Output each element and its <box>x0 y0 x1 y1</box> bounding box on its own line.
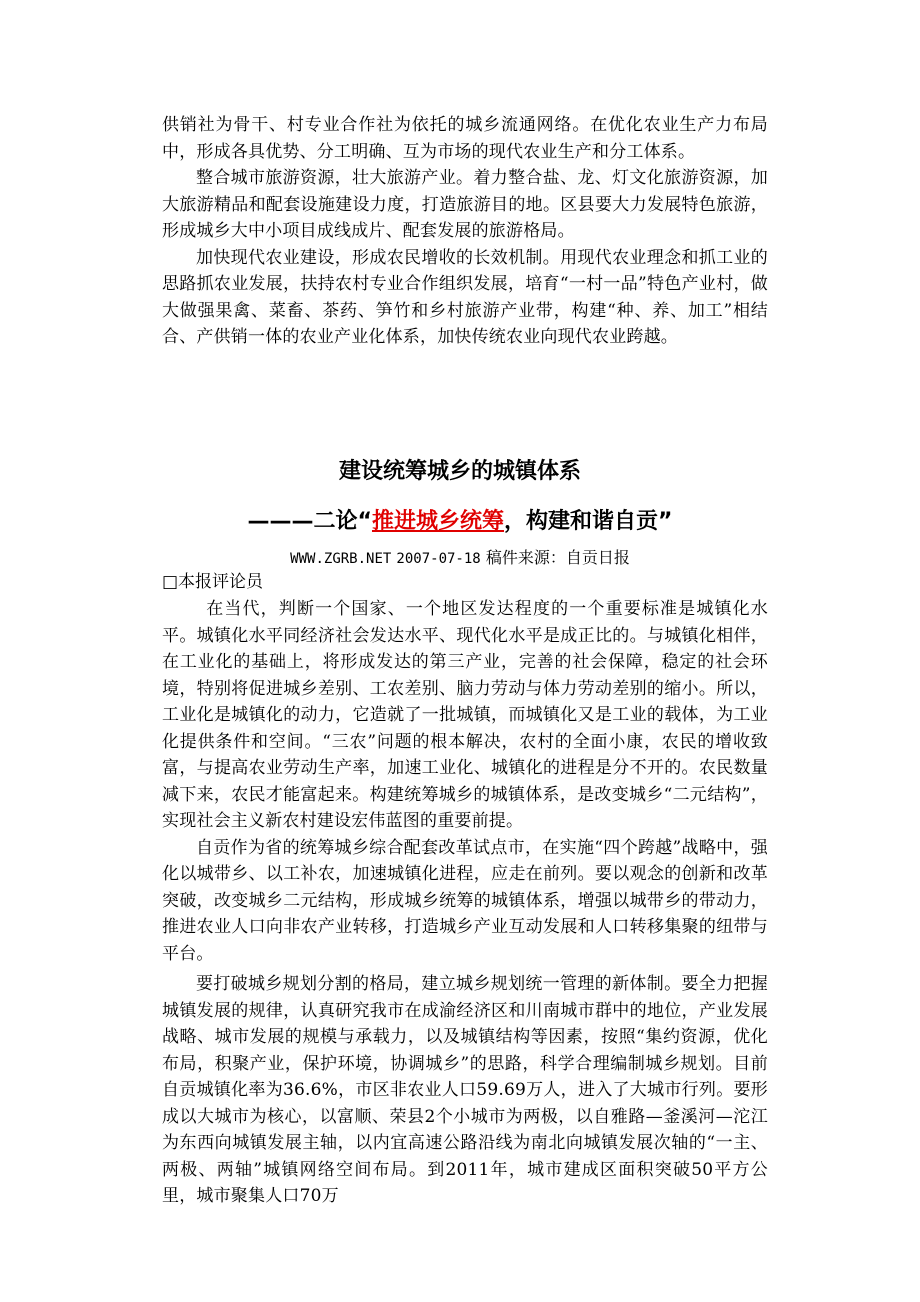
article-source-line <box>0 546 920 571</box>
source-site: WWW.ZGRB.NET <box>290 551 392 567</box>
article-paragraph-3: 要打破城乡规划分割的格局，建立城乡规划统一管理的新体制。要全力把握城镇发展的规律，认真研究我市在成渝经济区和川南城市群中的地位，产业发展战略、城市发展的规模与承载力，以及城镇结构等因素，按照“集约资源，优化布局，积聚产业，保护环境，协调城乡”的思路，科学合理编制城乡规划。目前自贡城镇化率为36.6%，市区非农业人口59.69万人，进入了大城市行列。要形成以大城市为核心，以富顺、荣县2个小城市为两极，以自雅路—釜溪河—沱江为东西向城镇发展主轴，以内宜高速公路沿线为南北向城镇发展次轴的“一主、两极、两轴”城镇网络空间布局。到2011年，城市建成区面积突破50平方公里，城市聚集人口70万 <box>162 974 768 1206</box>
top-paragraph-2: 整合城市旅游资源，壮大旅游产业。着力整合盐、龙、灯文化旅游资源，加大旅游精品和配套设施建设力度，打造旅游目的地。区县要大力发展特色旅游，形成城乡大中小项目成线成片、配套发展的旅游格局。 <box>162 168 768 241</box>
subtitle-link[interactable]: 推进城乡统筹 <box>371 509 504 534</box>
article-paragraph-1: 在当代，判断一个国家、一个地区发达程度的一个重要标准是城镇化水平。城镇化水平同经济社会发达水平、现代化水平是成正比的。与城镇化相伴，在工业化的基础上，将形成发达的第三产业，完善的社会保障，稳定的社会环境，特别将促进城乡差别、工农差别、脑力劳动与体力劳动差别的缩小。所以，工业化是城镇化的动力，它造就了一批城镇，而城镇化又是工业的载体，为工业化提供条件和空间。“三农”问题的根本解决，农村的全面小康，农民的增收致富，与提高农业劳动生产率，加速工业化、城镇化的进程是分不开的。农民数量减下来，农民才能富起来。构建统筹城乡的城镇体系，是改变城乡“二元结构”，实现社会主义新农村建设宏伟蓝图的重要前提。 <box>162 599 768 831</box>
top-text-block <box>162 112 768 351</box>
subtitle-prefix: ———二论“ <box>247 509 372 534</box>
byline: □本报评论员 <box>162 572 264 592</box>
article-subtitle <box>0 506 920 538</box>
article-body <box>162 596 768 1210</box>
top-paragraph-3: 加快现代农业建设，形成农民增收的长效机制。用现代农业理念和抓工业的思路抓农业发展，扶持农村专业合作组织发展，培育“一村一品”特色产业村，做大做强果禽、菜畜、茶药、笋竹和乡村旅游产业带，构建“种、养、加工”相结合、产供销一体的农业产业化体系，加快传统农业向现代农业跨越。 <box>162 247 768 347</box>
article-paragraph-2: 自贡作为省的统筹城乡综合配套改革试点市，在实施“四个跨越”战略中，强化以城带乡、以工补农，加速城镇化进程，应走在前列。要以观念的创新和改革突破，改变城乡二元结构，形成城乡统筹的城镇体系，增强以城带乡的带动力，推进农业人口向非农产业转移，打造城乡产业互动发展和人口转移集聚的纽带与平台。 <box>162 837 768 964</box>
article-title: 建设统筹城乡的城镇体系 <box>338 459 581 484</box>
source-label: 稿件来源：自贡日报 <box>485 548 630 567</box>
top-paragraph-1: 供销社为骨干、村专业合作社为依托的城乡流通网络。在优化农业生产力布局中，形成各具优势、分工明确、互为市场的现代农业生产和分工体系。 <box>162 115 768 162</box>
subtitle-suffix: ，构建和谐自贡” <box>504 509 673 534</box>
source-date: 2007-07-18 <box>396 551 481 567</box>
